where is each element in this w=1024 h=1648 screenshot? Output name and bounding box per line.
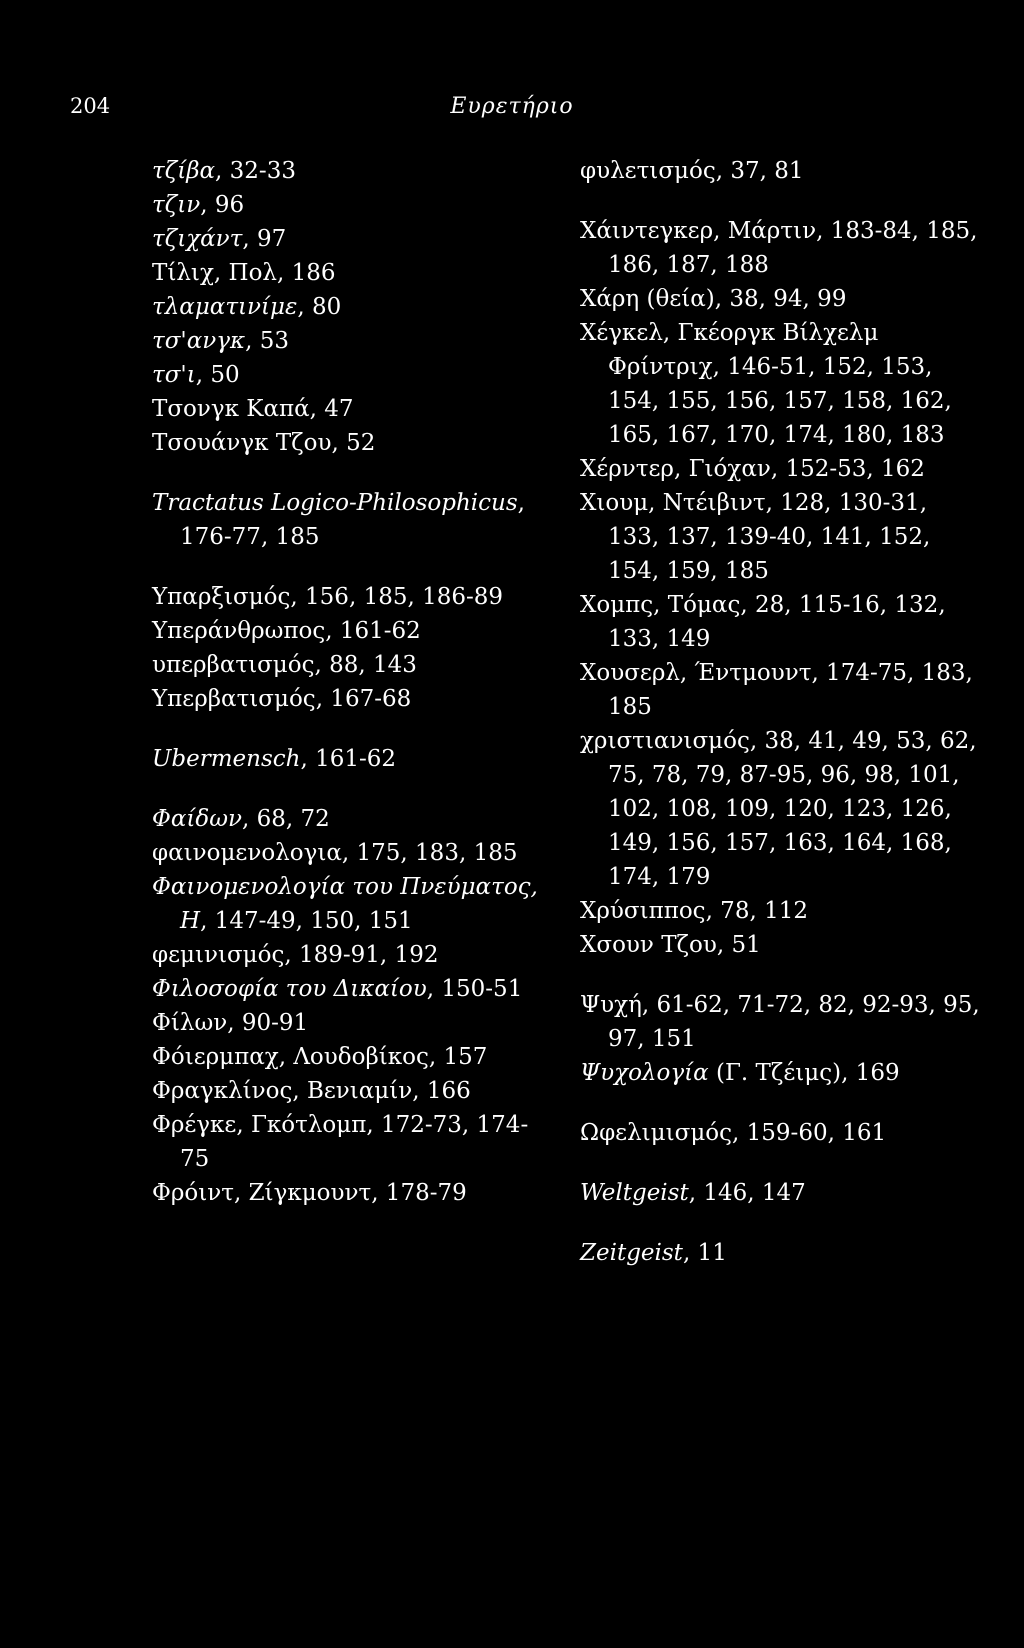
index-term: Χάρη (θεία) bbox=[580, 286, 715, 312]
index-pages: , 11 bbox=[682, 1240, 727, 1266]
index-entry bbox=[580, 486, 980, 588]
index-entry bbox=[580, 282, 980, 316]
index-term: Τσουάνγκ Τζου bbox=[152, 430, 332, 456]
index-entry bbox=[152, 392, 552, 426]
index-entry bbox=[580, 154, 980, 188]
index-entry bbox=[580, 988, 980, 1056]
index-term: Χέγκελ, Γκέοργκ Βίλχελμ Φρίντριχ bbox=[580, 320, 879, 380]
index-entry bbox=[152, 324, 552, 358]
index-pages: , 183-84, 185, 186, 187, 188 bbox=[608, 218, 978, 278]
index-pages: , 174-75, 183, 185 bbox=[608, 660, 973, 720]
index-pages: , 80 bbox=[297, 294, 342, 320]
index-term: φαινομενολογια bbox=[152, 840, 342, 866]
index-entry bbox=[152, 938, 552, 972]
index-term: Χομπς, Τόμας bbox=[580, 592, 741, 618]
index-pages: , 52 bbox=[331, 430, 376, 456]
index-pages: , 61-62, 71-72, 82, 92-93, 95, 97, 151 bbox=[608, 992, 980, 1052]
index-entry bbox=[580, 1056, 980, 1090]
index-term: Φίλων bbox=[152, 1010, 228, 1036]
index-entry bbox=[152, 836, 552, 870]
index-term: Χρύσιππος bbox=[580, 898, 706, 924]
index-entry bbox=[152, 802, 552, 836]
index-entry bbox=[152, 358, 552, 392]
index-term: Ψυχολογία bbox=[580, 1060, 709, 1086]
index-term: Zeitgeist bbox=[580, 1240, 683, 1266]
index-column-right bbox=[580, 154, 980, 1270]
index-term: Χσουν Τζου bbox=[580, 932, 717, 958]
index-entry bbox=[580, 588, 980, 656]
index-pages: , 186 bbox=[277, 260, 336, 286]
index-entry bbox=[152, 742, 552, 776]
index-term: Φαινομενολογία του Πνεύματος, Η bbox=[152, 874, 538, 934]
index-pages: , 53 bbox=[245, 328, 289, 354]
index-entry bbox=[152, 648, 552, 682]
index-pages: , 50 bbox=[195, 362, 240, 388]
index-entry bbox=[580, 928, 980, 962]
index-column-left bbox=[152, 154, 552, 1210]
index-entry bbox=[580, 656, 980, 724]
index-pages: , 150-51 bbox=[426, 976, 523, 1002]
index-entry bbox=[152, 580, 552, 614]
index-pages: , 172-73, 174-75 bbox=[180, 1112, 529, 1172]
index-term: Υπερβατισμός bbox=[152, 686, 316, 712]
index-pages: , 146, 147 bbox=[688, 1180, 806, 1206]
index-term: Τσονγκ Καπά bbox=[152, 396, 310, 422]
index-term: τσ'ι bbox=[152, 362, 196, 388]
index-entry bbox=[580, 1116, 980, 1150]
index-term: Φαίδων bbox=[152, 806, 242, 832]
index-term: τζιν bbox=[152, 192, 201, 218]
index-term: Υπεράνθρωπος bbox=[152, 618, 326, 644]
index-term: Χουσερλ, Έντμουντ bbox=[580, 660, 812, 686]
index-term: Φόιερμπαχ, Λουδοβίκος bbox=[152, 1044, 429, 1070]
index-entry bbox=[580, 452, 980, 486]
index-entry bbox=[580, 1176, 980, 1210]
index-pages: , 167-68 bbox=[315, 686, 412, 712]
index-term: Ψυχή bbox=[580, 992, 642, 1018]
index-term: τλαματινίμε bbox=[152, 294, 298, 320]
index-term: Weltgeist bbox=[580, 1180, 689, 1206]
index-entry bbox=[580, 1236, 980, 1270]
index-pages: , 166 bbox=[412, 1078, 471, 1104]
index-entry bbox=[152, 426, 552, 460]
index-pages: , 97 bbox=[242, 226, 287, 252]
index-entry bbox=[152, 188, 552, 222]
index-pages: , 38, 94, 99 bbox=[714, 286, 847, 312]
index-term: τζίβα bbox=[152, 158, 216, 184]
index-pages: , 175, 183, 185 bbox=[341, 840, 518, 866]
index-pages: , 32-33 bbox=[215, 158, 296, 184]
index-term: Χάιντεγκερ, Μάρτιν bbox=[580, 218, 817, 244]
index-pages: , 152-53, 162 bbox=[770, 456, 925, 482]
index-term: Ubermensch bbox=[152, 746, 301, 772]
index-pages: , 28, 115-16, 132, 133, 149 bbox=[608, 592, 946, 652]
index-pages: , 51 bbox=[716, 932, 761, 958]
index-pages: , 156, 185, 186-89 bbox=[290, 584, 504, 610]
index-entry bbox=[580, 316, 980, 452]
index-pages: , 88, 143 bbox=[314, 652, 417, 678]
index-entry bbox=[580, 724, 980, 894]
index-term: τζιχάντ bbox=[152, 226, 243, 252]
index-entry bbox=[152, 682, 552, 716]
index-pages: , 146-51, 152, 153, 154, 155, 156, 157, 158, 162, 165, 167, 170, 174, 180, 183 bbox=[608, 354, 952, 448]
index-term: φεμινισμός bbox=[152, 942, 285, 968]
index-pages: , 161-62 bbox=[300, 746, 397, 772]
index-pages: , 47 bbox=[309, 396, 354, 422]
index-pages: , 159-60, 161 bbox=[732, 1120, 887, 1146]
page-number: 204 bbox=[70, 94, 111, 118]
index-entry bbox=[152, 870, 552, 938]
index-entry bbox=[152, 154, 552, 188]
index-term: φυλετισμός bbox=[580, 158, 716, 184]
index-pages: (Γ. Τζέιμς), 169 bbox=[708, 1060, 900, 1086]
index-pages: , 128, 130-31, 133, 137, 139-40, 141, 152, 154, 159, 185 bbox=[608, 490, 931, 584]
index-term: Ωφελιμισμός bbox=[580, 1120, 733, 1146]
index-pages: , 90-91 bbox=[227, 1010, 309, 1036]
index-entry bbox=[152, 972, 552, 1006]
index-term: Φρόιντ, Ζίγκμουντ bbox=[152, 1180, 372, 1206]
index-term: υπερβατισμός bbox=[152, 652, 315, 678]
index-pages: , 147-49, 150, 151 bbox=[200, 908, 413, 934]
index-pages: , 161-62 bbox=[325, 618, 421, 644]
index-entry bbox=[152, 614, 552, 648]
index-entry bbox=[152, 1176, 552, 1210]
index-entry bbox=[152, 222, 552, 256]
running-head: Ευρετήριο bbox=[450, 94, 574, 119]
index-pages: , 157 bbox=[428, 1044, 488, 1070]
index-term: Φρέγκε, Γκότλομπ bbox=[152, 1112, 367, 1138]
index-term: χριστιανισμός bbox=[580, 728, 750, 754]
index-entry bbox=[152, 486, 552, 554]
index-entry bbox=[152, 1074, 552, 1108]
index-pages: , 38, 41, 49, 53, 62, 75, 78, 79, 87-95, 96, 98, 101, 102, 108, 109, 120, 123, 126, 149, 156, 157, 163, 164, 168, 174, 179 bbox=[608, 728, 977, 890]
index-pages: , 68, 72 bbox=[242, 806, 330, 832]
index-pages: , 176-77, 185 bbox=[180, 490, 525, 550]
index-term: τσ'ανγκ bbox=[152, 328, 246, 354]
index-entry bbox=[152, 256, 552, 290]
index-term: Χέρντερ, Γιόχαν bbox=[580, 456, 771, 482]
index-term: Φραγκλίνος, Βενιαμίν bbox=[152, 1078, 413, 1104]
index-term: Τίλιχ, Πολ bbox=[152, 260, 277, 286]
index-pages: , 189-91, 192 bbox=[284, 942, 439, 968]
index-entry bbox=[152, 1040, 552, 1074]
index-pages: , 178-79 bbox=[371, 1180, 467, 1206]
index-entry bbox=[580, 214, 980, 282]
index-term: Υπαρξισμός bbox=[152, 584, 291, 610]
index-entry bbox=[152, 290, 552, 324]
index-pages: , 96 bbox=[200, 192, 245, 218]
index-term: Tractatus Logico-Philosophicus bbox=[152, 490, 518, 516]
index-term: Φιλοσοφία του Δικαίου bbox=[152, 976, 427, 1002]
index-entry bbox=[152, 1006, 552, 1040]
index-term: Χιουμ, Ντέιβιντ bbox=[580, 490, 766, 516]
index-entry bbox=[152, 1108, 552, 1176]
index-pages: , 78, 112 bbox=[705, 898, 808, 924]
index-pages: , 37, 81 bbox=[715, 158, 804, 184]
index-entry bbox=[580, 894, 980, 928]
